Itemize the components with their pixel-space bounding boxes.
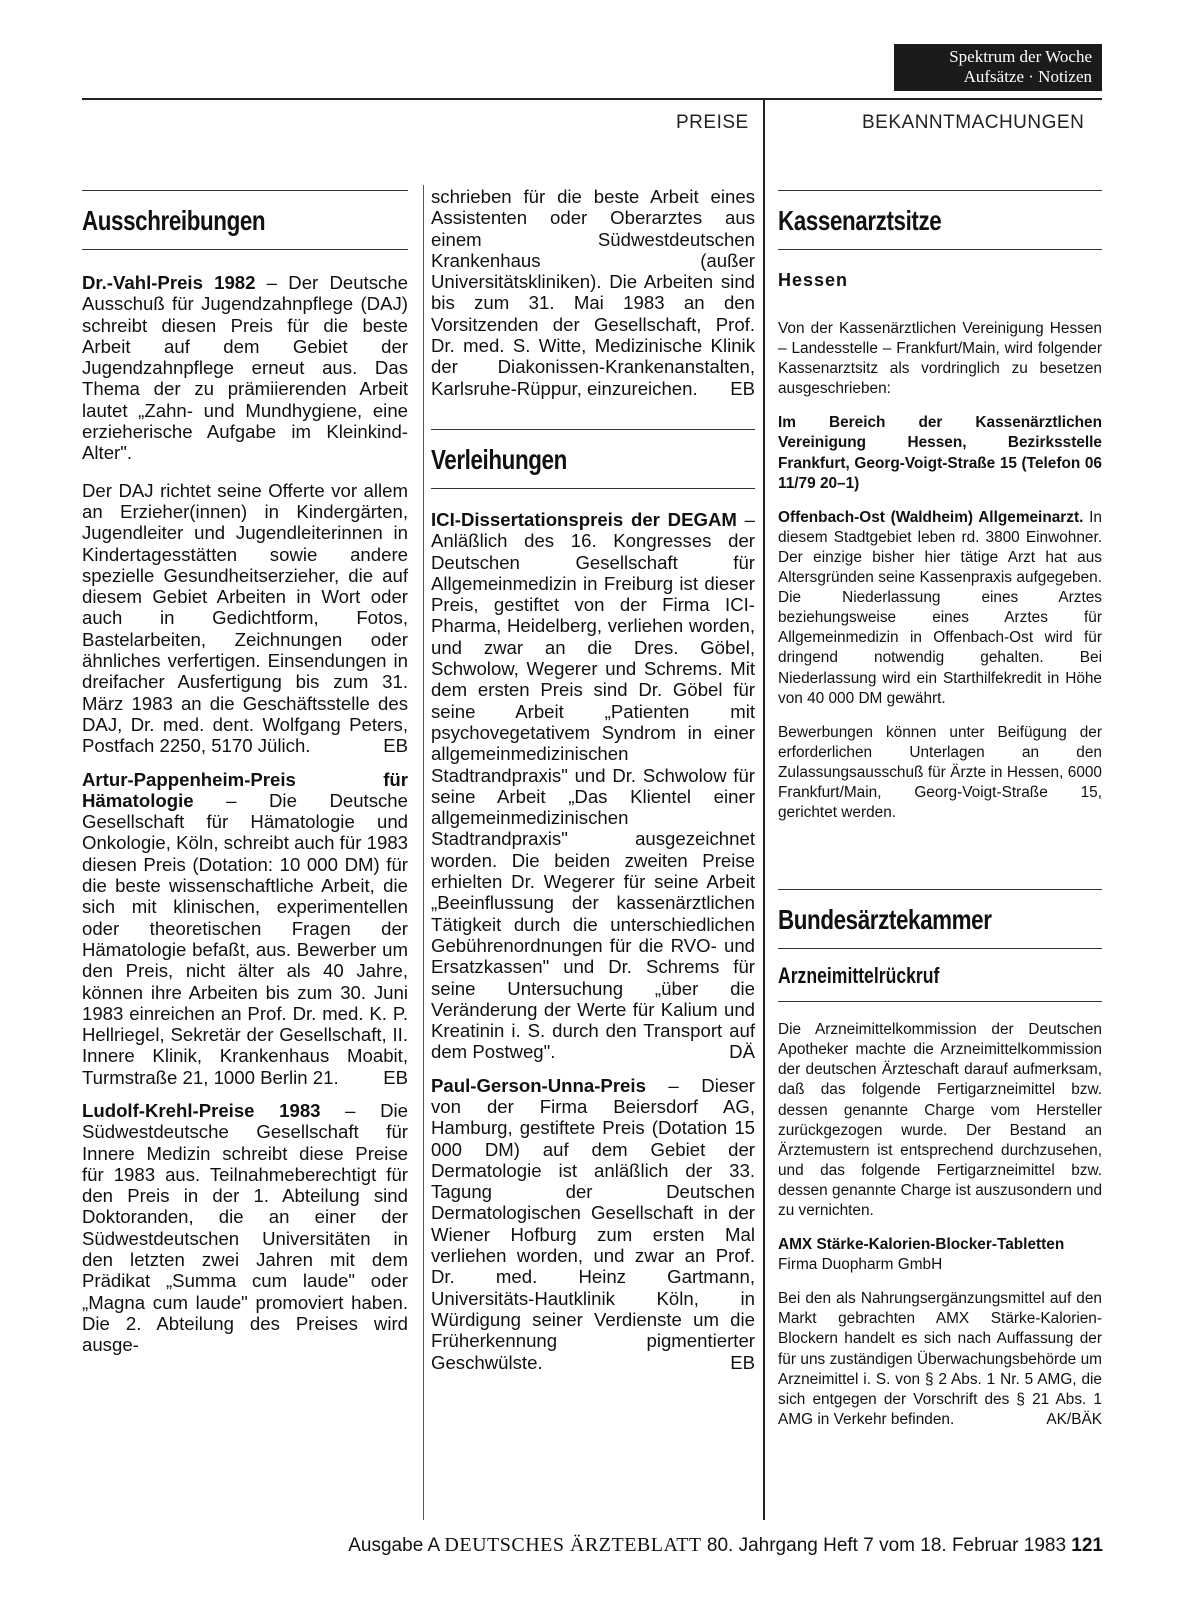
notice-text: Bei den als Nahrungsergänzungsmittel auf den Markt gebrachten AMX Stärke-Kalorien-Blockern handelt es sich nach Auffassung der für uns zuständigen Überwachungsbehörde um Arzneimittel i. S. von § 2 Abs. 1 Nr. 5 AMG, die sich entgegen der Vorschrift des § 21 Abs. 1 AMG in Verkehr befinden. (778, 1290, 1102, 1428)
product-name: AMX Stärke-Kalorien-Blocker-Tabletten (778, 1236, 1065, 1254)
heading-rule-bottom (778, 948, 1102, 949)
article-vahl-preis (82, 272, 408, 464)
article-krehl-preise (82, 1100, 408, 1356)
footer-issue: 80. Jahrgang Heft 7 vom 18. Februar 1983 (706, 1535, 1067, 1556)
article-ici-preis (431, 509, 755, 1063)
column-verleihungen (431, 186, 755, 1389)
notice-offenbach (778, 508, 1102, 709)
heading-verleihungen: Verleihungen (431, 443, 567, 475)
author-signature: DÄ (729, 1041, 755, 1063)
badge-line-2: Aufsätze · Notizen (963, 67, 1092, 86)
notice-arzneimittelkommission: Die Arzneimittelkommission der Deutschen Apotheker machte die Arzneimittelkommission der deutschen Ärzteschaft darauf aufmerksam, daß das folgende Fertigarzneimittel bzw. dessen genannte Charge vom Hersteller zurückgezogen wurde. Der Bestand an Ärztemustern ist entsprechend durchzusehen, und das folgende Fertigarzneimittel bzw. dessen genannte Charge ist auszusondern und zu vernichten. (778, 1021, 1102, 1219)
notice-amx (778, 1289, 1102, 1430)
subheading-arzneimittelrueckruf: Arzneimittelrückruf (778, 963, 940, 989)
notice-product (778, 1235, 1102, 1275)
heading-rule-top (82, 190, 408, 191)
article-text: – Anläßlich des 16. Kongresses der Deutschen Gesellschaft für Allgemeinmedizin in Freiburg ist dieser Preis, gestiftet von der Firma ICI-Pharma, Heidelberg, verliehen worden, und zwar an die Dres. Göbel, Schwolow, Wegerer und Schrems. Mit dem ersten Preis sind Dr. Göbel für seine Arbeit „Patienten mit psychovegetativem Syndrom in einer allgemeinmedizinischen Stadtrandpraxis" und Dr. Schwolow für seine Arbeit „Das Klientel einer allgemeinmedizinischen Stadtrandpraxis" ausgezeichnet worden. Die beiden zweiten Preise erhielten Dr. Wegerer für seine Arbeit „Beeinflussung der kassenärztlichen Tätigkeit durch die unterschiedlichen Gebührenordnungen für die RVO- und Ersatzkassen" und Dr. Schrems für seine Untersuchung „über die Veränderung der Werte für Kalium und Kreatinin i. S. durch den Transport auf dem Postweg". (431, 508, 756, 1063)
footer-edition: Ausgabe A (348, 1535, 440, 1556)
footer-magazine: DEUTSCHES ÄRZTEBLATT (444, 1534, 702, 1556)
article-title: Artur-Pappenheim-Preis für Hämatologie (82, 768, 408, 811)
heading-bundesaerztekammer: Bundesärztekammer (778, 904, 992, 936)
section-label-bekanntmachungen: BEKANNTMACHUNGEN (862, 112, 1085, 133)
product-company: Firma Duopharm GmbH (778, 1256, 943, 1274)
subheading-rule (778, 1001, 1102, 1002)
article-title: Dr.-Vahl-Preis 1982 (82, 272, 256, 293)
subheading-hessen: Hessen (778, 270, 849, 290)
article-krehl-continued (431, 186, 755, 399)
author-signature: AK/BÄK (1046, 1410, 1102, 1428)
heading-rule-bottom (82, 249, 408, 250)
page-number: 121 (1071, 1535, 1103, 1556)
article-pappenheim-preis (82, 769, 408, 1088)
heading-kassenarztsitze: Kassenarztsitze (778, 205, 942, 236)
column-bekanntmachungen (778, 190, 1102, 1444)
column-ausschreibungen (82, 190, 408, 1372)
article-daj-offerte (82, 480, 408, 757)
badge-line-1: Spektrum der Woche (949, 47, 1092, 66)
article-text: – Die Deutsche Gesellschaft für Hämatologie und Onkologie, Köln, schreibt auch für 1983 diesen Preis (Dotation: 10 000 DM) für die beste wissenschaftliche Arbeit, die sich mit klinischen, experimentellen oder theoretischen Fragen der Hämatologie befaßt, aus. Bewerber um den Preis, nicht älter als 40 Jahre, können ihre Arbeiten bis zum 30. Juni 1983 einreichen an Prof. Dr. med. K. P. Hellriegel, Sekretär der Gesellschaft, II. Innere Klinik, Krankenhaus Moabit, Turmstraße 21, 1000 Berlin 21. (82, 789, 408, 1088)
article-title: Paul-Gerson-Unna-Preis (431, 1074, 646, 1096)
article-title: Ludolf-Krehl-Preise 1983 (82, 1099, 321, 1121)
notice-bewerbungen: Bewerbungen können unter Beifügung der erforderlichen Unterlagen an den Zulassungsausschuß für Ärzte in Hessen, 6000 Frankfurt/Main, Georg-Voigt-Straße 15, gerichtet werden. (778, 723, 1102, 822)
notice-text: In diesem Stadtgebiet leben rd. 3800 Einwohner. Der einzige bisher hier tätige Arzt hat aus Altersgründen seine Kassenpraxis aufgegeben. Die Niederlassung eines Arztes beziehungsweise eines Arztes für Allgemeinmedizin in Offenbach-Ost wird für dringend notwendig gehalten. Bei Niederlassung wird ein Starthilfekredit in Höhe von 40 000 DM gewährt. (778, 508, 1102, 707)
article-text: schrieben für die beste Arbeit eines Assistenten oder Oberarztes aus einem Südwestdeutschen Krankenhaus (außer Universitätskliniken). Die Arbeiten sind bis zum 31. Mai 1983 an den Vorsitzenden der Gesellschaft, Prof. Dr. med. S. Witte, Medizinische Klinik der Diakonissen-Krankenanstalten, Karlsruhe-Rüppur, einzureichen. (431, 186, 755, 399)
article-text: – Dieser von der Firma Beiersdorf AG, Hamburg, gestiftete Preis (Dotation 15 000 DM) auf dem Gebiet der Dermatologie ist anläßlich der 33. Tagung der Deutschen Dermatologischen Gesellschaft in der Wiener Hofburg zum ersten Mal verliehen worden, und zwar an Prof. Dr. med. Heinz Gartmann, Universitäts-Hautklinik Köln, in Würdigung seiner Verdienste um die Früherkennung pigmentierter Geschwülste. (431, 1074, 755, 1373)
article-title: ICI-Dissertationspreis der DEGAM (431, 508, 737, 530)
notice-title: Offenbach-Ost (Waldheim) Allgemeinarzt. (778, 508, 1084, 526)
author-signature: EB (730, 377, 755, 399)
heading-ausschreibungen: Ausschreibungen (82, 205, 266, 236)
page-footer (0, 1534, 1103, 1557)
notice-bezirksstelle (778, 413, 1102, 493)
heading-rule-top (778, 190, 1102, 191)
article-text: – Der Deutsche Ausschuß für Jugendzahnpflege (DAJ) schreibt diesen Preis für die beste Arbeit auf dem Gebiet der Jugendzahnpflege erneut aus. Das Thema der zu prämiierenden Arbeit lautet „Zahn- und Mundhygiene, eine erzieherische Aufgabe im Kleinkind-Alter". (82, 272, 408, 464)
article-text: – Die Südwestdeutsche Gesellschaft für Innere Medizin schreibt diese Preise für 1983 aus. Teilnahmeberechtigt für den Preis in der 1. Abteilung sind Doktoranden, die an einer der Südwestdeutschen Universitäten in den letzten zwei Jahren mit dem Prädikat „Summa cum laude" oder „Magna cum laude" promoviert haben. Die 2. Abteilung des Preises wird ausge- (82, 1099, 408, 1356)
heading-rule-top (778, 889, 1102, 890)
author-signature: EB (383, 735, 408, 757)
column-divider-right (763, 99, 765, 1520)
top-rule (82, 98, 1102, 100)
section-badge (894, 44, 1102, 91)
section-label-preise: PREISE (676, 112, 749, 133)
column-divider-left (423, 185, 424, 1520)
heading-rule-bottom (431, 488, 755, 489)
article-unna-preis (431, 1075, 755, 1373)
heading-rule-top (431, 429, 755, 430)
article-text: Der DAJ richtet seine Offerte vor allem an Erzieher(innen) in Kindergärten, Jugendleiter und Jugendleiterinnen in Kindertagesstätten sowie andere spezielle Gesundheitserzieher, die auf diesem Gebiet Arbeiten in Wort oder auch in Gedichtform, Fotos, Bastelarbeiten, Zeichnungen oder ähnliches verfertigen. Einsendungen in dreifacher Ausfertigung bis zum 31. März 1983 an die Geschäftsstelle des DAJ, Dr. med. dent. Wolfgang Peters, Postfach 2250, 5170 Jülich. (82, 479, 408, 757)
author-signature: EB (730, 1351, 755, 1373)
author-signature: EB (383, 1066, 408, 1088)
heading-rule-bottom (778, 249, 1102, 250)
notice-bold-text: Im Bereich der Kassenärztlichen Vereinigung Hessen, Bezirksstelle Frankfurt, Georg-Voigt-Straße 15 (Telefon 06 11/79 20–1) (778, 414, 1102, 492)
notice-intro: Von der Kassenärztlichen Vereinigung Hessen – Landesstelle – Frankfurt/Main, wird folgender Kassenarztsitz als vordringlich zu besetzen ausgeschrieben: (778, 320, 1102, 398)
